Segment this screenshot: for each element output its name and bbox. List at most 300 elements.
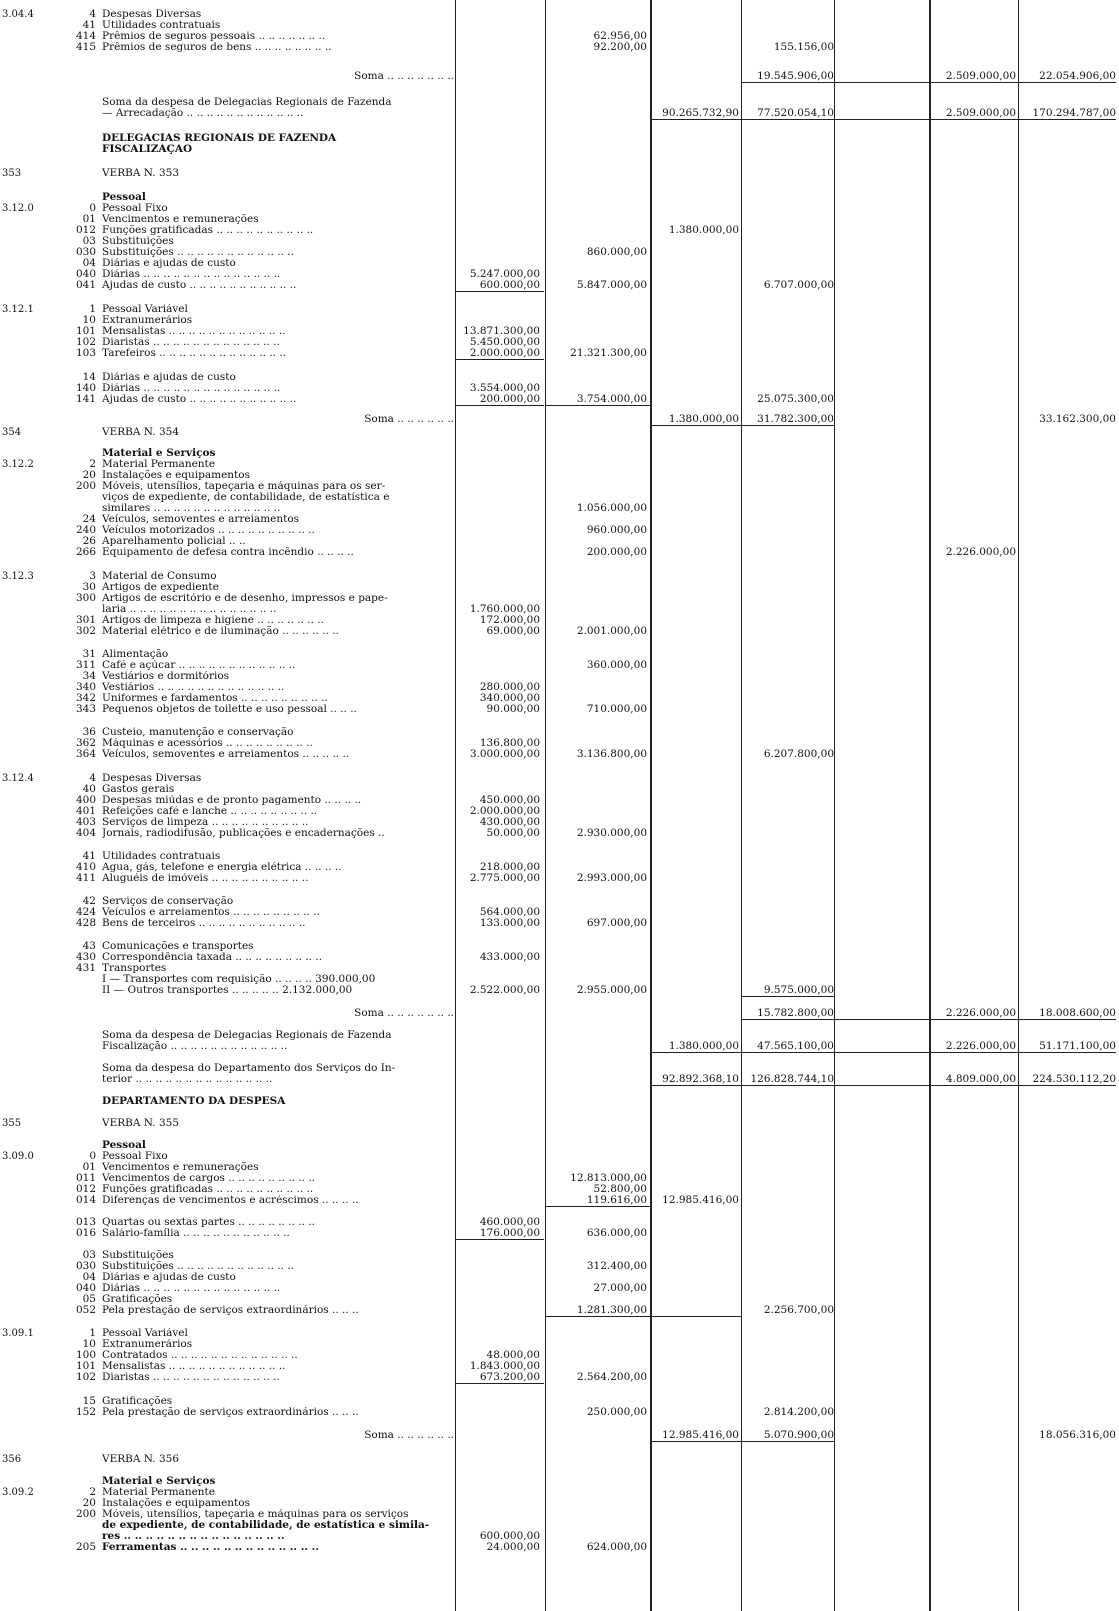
description-cell: Instalações e equipamentos [102, 470, 250, 481]
table-row [0, 727, 1119, 738]
amount-cell: 2.256.700,00 [763, 1304, 834, 1316]
code-cell: 102 [75, 1371, 96, 1383]
code-cell: 356 [2, 1454, 22, 1465]
description-cell: laria .. .. .. .. .. .. .. .. .. .. .. .. .. .. .. [102, 604, 277, 615]
table-row [0, 918, 1119, 929]
amount-cell: 600.000,00 [479, 1530, 540, 1542]
code-cell: 20 [82, 1497, 96, 1509]
table-row [0, 704, 1119, 715]
subtotal-rule [742, 1019, 1116, 1020]
code-cell: 012 [75, 1183, 96, 1195]
table-row [0, 144, 1119, 155]
amount-cell: 2.001.000,00 [576, 625, 647, 637]
table-row [0, 71, 1119, 82]
amount-cell: 2.564.200,00 [576, 1371, 647, 1383]
code-cell: 43 [82, 940, 96, 952]
description-cell: Ferramentas .. .. .. .. .. .. .. .. .. .. .. .. .. [102, 1542, 319, 1553]
table-row [0, 660, 1119, 671]
table-row [0, 671, 1119, 682]
subtotal-rule [651, 1085, 1116, 1086]
code-cell: 141 [75, 393, 96, 405]
description-cell: Diaristas .. .. .. .. .. .. .. .. .. .. .. .. .. [102, 1372, 280, 1383]
amount-cell: 1.380.000,00 [668, 1040, 739, 1052]
amount-cell: 18.008.600,00 [1039, 1007, 1116, 1019]
amount-cell: 21.321.300,00 [570, 347, 647, 359]
amount-cell: 2.522.000,00 [469, 984, 540, 996]
code-cell: 400 [75, 794, 96, 806]
description-cell: I — Transportes com requisição .. .. .. .. 390.000,00 [102, 974, 376, 985]
code-cell: 3.04.4 [2, 9, 34, 20]
amount-cell: 92.892.368,10 [662, 1073, 739, 1085]
description-cell: VERBA N. 355 [102, 1118, 180, 1129]
description-cell: Comunicações e transportes [102, 941, 254, 952]
amount-cell: 960.000,00 [586, 524, 647, 536]
description-cell: Ajudas de custo .. .. .. .. .. .. .. .. .. .. .. [102, 280, 297, 291]
amount-cell: 6.707.000,00 [763, 279, 834, 291]
description-cell: Vencimentos e remunerações [102, 214, 259, 225]
description-cell: Diárias .. .. .. .. .. .. .. .. .. .. .. .. .. .. [102, 269, 281, 280]
description-cell: Gratificações [102, 1396, 173, 1407]
code-cell: 428 [75, 917, 96, 929]
description-cell: Substituições [102, 236, 174, 247]
table-row [0, 1162, 1119, 1173]
amount-cell: 92.200,00 [593, 41, 647, 53]
description-cell: Material elétrico e de iluminação .. .. .. .. .. .. [102, 626, 339, 637]
description-cell: Pela prestação de serviços extraordinários .. .. .. [102, 1305, 359, 1316]
code-cell: 40 [82, 783, 96, 795]
table-row [0, 1454, 1119, 1465]
description-cell: Soma .. .. .. .. .. .. .. [354, 71, 454, 82]
description-cell: Vencimentos de cargos .. .. .. .. .. .. .. .. .. [102, 1173, 316, 1184]
table-row [0, 448, 1119, 459]
description-cell: Material de Consumo [102, 571, 217, 582]
subtotal-rule [456, 1239, 544, 1240]
code-cell: 415 [75, 41, 96, 53]
amount-cell: 2.226.000,00 [945, 1007, 1016, 1019]
code-cell: 011 [75, 1172, 96, 1184]
amount-cell: 2.930.000,00 [576, 827, 647, 839]
table-row [0, 795, 1119, 806]
amount-cell: 3.000.000,00 [469, 748, 540, 760]
code-cell: 404 [75, 827, 96, 839]
code-cell: 3.09.1 [2, 1328, 34, 1339]
table-row [0, 1184, 1119, 1195]
code-cell: 430 [75, 951, 96, 963]
amount-cell: 1.380.000,00 [668, 413, 739, 425]
description-cell: — Arrecadação .. .. .. .. .. .. .. .. .. .. .. .. [102, 108, 304, 119]
code-cell: 3.12.4 [2, 773, 34, 784]
description-cell: Artigos de limpeza e higiene .. .. .. .. .. .. .. [102, 615, 324, 626]
code-cell: 3.09.2 [2, 1487, 34, 1498]
table-row [0, 1531, 1119, 1542]
description-cell: Correspondência taxada .. .. .. .. .. .. .. .. .. [102, 952, 323, 963]
description-cell: Água, gás, telefone e energia elétrica .. .. .. .. [102, 862, 342, 873]
amount-cell: 170.294.787,00 [1032, 107, 1116, 119]
code-cell: 041 [75, 279, 96, 291]
description-cell: Diaristas .. .. .. .. .. .. .. .. .. .. .. .. .. [102, 337, 280, 348]
amount-cell: 433.000,00 [479, 951, 540, 963]
table-row [0, 192, 1119, 203]
description-cell: Veículos motorizados .. .. .. .. .. .. .. .. .. .. [102, 525, 315, 536]
description-cell: VERBA N. 354 [102, 427, 180, 438]
table-row [0, 108, 1119, 119]
table-row [0, 1217, 1119, 1228]
description-cell: Tarefeiros .. .. .. .. .. .. .. .. .. .. .. .. .. [102, 348, 287, 359]
description-cell: Refeições café e lanche .. .. .. .. .. .. .. .. .. [102, 806, 318, 817]
subtotal-rule [651, 1441, 834, 1442]
code-cell: 302 [75, 625, 96, 637]
table-row [0, 372, 1119, 383]
table-row [0, 615, 1119, 626]
table-row [0, 525, 1119, 536]
description-cell: DEPARTAMENTO DA DESPESA [102, 1096, 286, 1107]
code-cell: 103 [75, 347, 96, 359]
table-row [0, 682, 1119, 693]
table-row [0, 492, 1119, 503]
subtotal-rule [456, 359, 544, 360]
amount-cell: 280.000,00 [479, 681, 540, 693]
description-cell: Despesas Diversas [102, 9, 202, 20]
amount-cell: 673.200,00 [479, 1371, 540, 1383]
table-row [0, 427, 1119, 438]
table-row [0, 1542, 1119, 1553]
subtotal-rule [546, 1206, 650, 1207]
code-cell: 2 [89, 1486, 96, 1498]
table-row [0, 203, 1119, 214]
table-row [0, 414, 1119, 425]
table-row [0, 1118, 1119, 1129]
description-cell: Alimentação [102, 649, 169, 660]
amount-cell: 119.616,00 [586, 1194, 647, 1206]
amount-cell: 3.754.000,00 [576, 393, 647, 405]
table-row [0, 985, 1119, 996]
table-row [0, 1096, 1119, 1107]
description-cell: Ajudas de custo .. .. .. .. .. .. .. .. .. .. .. [102, 394, 297, 405]
description-cell: Café e açúcar .. .. .. .. .. .. .. .. .. .. .. .. [102, 660, 296, 671]
table-row [0, 1361, 1119, 1372]
amount-cell: 340.000,00 [479, 692, 540, 704]
description-cell: Utilidades contratuais [102, 20, 221, 31]
description-cell: Uniformes e fardamentos .. .. .. .. .. .. .. .. .. [102, 693, 328, 704]
amount-cell: 697.000,00 [586, 917, 647, 929]
amount-cell: 22.054.906,00 [1039, 70, 1116, 82]
amount-cell: 250.000,00 [586, 1406, 647, 1418]
amount-cell: 360.000,00 [586, 659, 647, 671]
description-cell: Soma .. .. .. .. .. .. .. [354, 1008, 454, 1019]
code-cell: 2 [89, 458, 96, 470]
amount-cell: 5.450.000,00 [469, 336, 540, 348]
amount-cell: 12.985.416,00 [662, 1194, 739, 1206]
amount-cell: 48.000,00 [486, 1349, 540, 1361]
code-cell: 01 [82, 1161, 96, 1173]
code-cell: 3.12.1 [2, 304, 34, 315]
description-cell: Veículos, semoventes e arreiamentos .. .. .. .. .. [102, 749, 350, 760]
table-row [0, 1074, 1119, 1085]
table-row [0, 225, 1119, 236]
amount-cell: 2.509.000,00 [945, 70, 1016, 82]
description-cell: Diferenças de vencimentos e acréscimos .. .. .. .. [102, 1195, 359, 1206]
description-cell: Vestiários e dormitórios [102, 671, 230, 682]
code-cell: 0 [89, 1150, 96, 1162]
code-cell: 15 [82, 1395, 96, 1407]
description-cell: Transportes [102, 963, 167, 974]
description-cell: Pequenos objetos de toilette e uso pessoal .. .. .. [102, 704, 357, 715]
code-cell: 266 [75, 546, 96, 558]
table-row [0, 582, 1119, 593]
table-row [0, 394, 1119, 405]
table-row [0, 649, 1119, 660]
amount-cell: 2.775.000,00 [469, 872, 540, 884]
description-cell: Soma .. .. .. .. .. .. [364, 414, 454, 425]
table-row [0, 9, 1119, 20]
description-cell: Custeio, manutenção e conservação [102, 727, 294, 738]
amount-cell: 172.000,00 [479, 614, 540, 626]
amount-cell: 312.400,00 [586, 1260, 647, 1272]
amount-cell: 224.530.112,20 [1032, 1073, 1116, 1085]
description-cell: Artigos de escritório e de desenho, impressos e pape- [102, 593, 388, 604]
description-cell: viços de expediente, de contabilidade, de estatística e [102, 492, 390, 503]
table-row [0, 1350, 1119, 1361]
amount-cell: 5.847.000,00 [576, 279, 647, 291]
description-cell: Mensalistas .. .. .. .. .. .. .. .. .. .. .. .. [102, 1361, 286, 1372]
description-cell: Mensalistas .. .. .. .. .. .. .. .. .. .. .. .. [102, 326, 286, 337]
description-cell: Extranumerários [102, 1339, 193, 1350]
amount-cell: 27.000,00 [593, 1282, 647, 1294]
code-cell: 200 [75, 1508, 96, 1520]
description-cell: Máquinas e acessórios .. .. .. .. .. .. .. .. .. [102, 738, 313, 749]
subtotal-rule [742, 82, 1116, 83]
code-cell: 26 [82, 535, 96, 547]
code-cell: 355 [2, 1118, 22, 1129]
description-cell: Artigos de expediente [102, 582, 219, 593]
subtotal-rule [456, 291, 544, 292]
table-row [0, 1151, 1119, 1162]
table-row [0, 1041, 1119, 1052]
table-row [0, 1520, 1119, 1531]
amount-cell: 5.247.000,00 [469, 268, 540, 280]
table-row [0, 941, 1119, 952]
code-cell: 0 [89, 202, 96, 214]
code-cell: 301 [75, 614, 96, 626]
amount-cell: 450.000,00 [479, 794, 540, 806]
code-cell: 05 [82, 1293, 96, 1305]
table-row [0, 1261, 1119, 1272]
code-cell: 342 [75, 692, 96, 704]
amount-cell: 2.226.000,00 [945, 1040, 1016, 1052]
description-cell: Móveis, utensílios, tapeçaria e máquinas para os ser- [102, 481, 386, 492]
table-row [0, 1430, 1119, 1441]
code-cell: 20 [82, 469, 96, 481]
table-row [0, 963, 1119, 974]
amount-cell: 1.056.000,00 [576, 502, 647, 514]
amount-cell: 1.380.000,00 [668, 224, 739, 236]
amount-cell: 18.056.316,00 [1039, 1429, 1116, 1441]
amount-cell: 155.156,00 [773, 41, 834, 53]
subtotal-rule [651, 425, 834, 426]
table-row [0, 1195, 1119, 1206]
amount-cell: 12.813.000,00 [570, 1172, 647, 1184]
description-cell: Diárias e ajudas de custo [102, 372, 236, 383]
description-cell: Diárias e ajudas de custo [102, 1272, 236, 1283]
table-row [0, 214, 1119, 225]
table-row [0, 1283, 1119, 1294]
description-cell: Diárias e ajudas de custo [102, 258, 236, 269]
table-row [0, 1396, 1119, 1407]
code-cell: 364 [75, 748, 96, 760]
description-cell: Equipamento de defesa contra incêndio .. .. .. .. [102, 547, 354, 558]
amount-cell: 15.782.800,00 [757, 1007, 834, 1019]
amount-cell: 50.000,00 [486, 827, 540, 839]
table-row [0, 784, 1119, 795]
code-cell: 013 [75, 1216, 96, 1228]
subtotal-rule [546, 405, 650, 406]
description-cell: FISCALIZAÇÃO [102, 144, 193, 155]
code-cell: 200 [75, 480, 96, 492]
code-cell: 311 [75, 659, 96, 671]
description-cell: terior .. .. .. .. .. .. .. .. .. .. .. .. .. .. [102, 1074, 273, 1085]
code-cell: 03 [82, 1249, 96, 1261]
table-row [0, 738, 1119, 749]
amount-cell: 1.760.000,00 [469, 603, 540, 615]
amount-cell: 710.000,00 [586, 703, 647, 715]
code-cell: 10 [82, 314, 96, 326]
subtotal-rule [651, 1052, 1116, 1053]
description-cell: Pessoal [102, 192, 146, 203]
amount-cell: 51.171.100,00 [1039, 1040, 1116, 1052]
table-row [0, 693, 1119, 704]
table-row [0, 481, 1119, 492]
amount-cell: 1.281.300,00 [576, 1304, 647, 1316]
code-cell: 102 [75, 336, 96, 348]
table-row [0, 1498, 1119, 1509]
code-cell: 410 [75, 861, 96, 873]
code-cell: 300 [75, 592, 96, 604]
table-row [0, 626, 1119, 637]
description-cell: Salário-família .. .. .. .. .. .. .. .. .. .. .. [102, 1228, 290, 1239]
description-cell: Soma da despesa do Departamento dos Serviços do In- [102, 1063, 396, 1074]
description-cell: Serviços de conservação [102, 896, 234, 907]
description-cell: Pessoal Variável [102, 304, 188, 315]
amount-cell: 31.782.300,00 [757, 413, 834, 425]
amount-cell: 13.871.300,00 [463, 325, 540, 337]
table-row [0, 817, 1119, 828]
amount-cell: 200.000,00 [479, 393, 540, 405]
code-cell: 4 [89, 772, 96, 784]
table-row [0, 907, 1119, 918]
table-row [0, 571, 1119, 582]
description-cell: Veículos e arreiamentos .. .. .. .. .. .. .. .. .. [102, 907, 320, 918]
amount-cell: 430.000,00 [479, 816, 540, 828]
table-row [0, 280, 1119, 291]
description-cell: Funções gratificadas .. .. .. .. .. .. .. .. .. .. [102, 1184, 314, 1195]
description-cell: VERBA N. 353 [102, 168, 180, 179]
description-cell: Despesas Diversas [102, 773, 202, 784]
code-cell: 1 [89, 303, 96, 315]
amount-cell: 25.075.300,00 [757, 393, 834, 405]
table-row [0, 952, 1119, 963]
table-row [0, 974, 1119, 985]
table-row [0, 851, 1119, 862]
code-cell: 012 [75, 224, 96, 236]
code-cell: 340 [75, 681, 96, 693]
table-row [0, 326, 1119, 337]
code-cell: 30 [82, 581, 96, 593]
description-cell: Pessoal [102, 1140, 146, 1151]
description-cell: Substituições .. .. .. .. .. .. .. .. .. .. .. .. [102, 1261, 294, 1272]
code-cell: 41 [82, 19, 96, 31]
table-row [0, 31, 1119, 42]
table-row [0, 1339, 1119, 1350]
code-cell: 040 [75, 268, 96, 280]
description-cell: Material e Serviços [102, 1476, 216, 1487]
description-cell: Material Permanente [102, 1487, 215, 1498]
code-cell: 3 [89, 570, 96, 582]
amount-cell: 5.070.900,00 [763, 1429, 834, 1441]
amount-cell: 460.000,00 [479, 1216, 540, 1228]
description-cell: VERBA N. 356 [102, 1454, 180, 1465]
table-row [0, 1228, 1119, 1239]
code-cell: 401 [75, 805, 96, 817]
amount-cell: 6.207.800,00 [763, 748, 834, 760]
amount-cell: 133.000,00 [479, 917, 540, 929]
code-cell: 016 [75, 1227, 96, 1239]
description-cell: Substituições .. .. .. .. .. .. .. .. .. .. .. .. [102, 247, 294, 258]
amount-cell: 624.000,00 [586, 1541, 647, 1553]
code-cell: 205 [75, 1541, 96, 1553]
table-row [0, 247, 1119, 258]
table-row [0, 896, 1119, 907]
amount-cell: 3.554.000,00 [469, 382, 540, 394]
code-cell: 36 [82, 726, 96, 738]
description-cell: Diárias .. .. .. .. .. .. .. .. .. .. .. .. .. .. [102, 383, 281, 394]
description-cell: Prêmios de seguros de bens .. .. .. .. .. .. .. .. [102, 42, 332, 53]
description-cell: Serviços de limpeza .. .. .. .. .. .. .. .. .. .. [102, 817, 309, 828]
code-cell: 01 [82, 213, 96, 225]
description-cell: Extranumerários [102, 315, 193, 326]
code-cell: 040 [75, 1282, 96, 1294]
amount-cell: 2.955.000,00 [576, 984, 647, 996]
table-row [0, 862, 1119, 873]
description-cell: Substituições [102, 1250, 174, 1261]
code-cell: 3.12.0 [2, 203, 34, 214]
description-cell: Pessoal Variável [102, 1328, 188, 1339]
code-cell: 24 [82, 513, 96, 525]
code-cell: 343 [75, 703, 96, 715]
code-cell: 152 [75, 1406, 96, 1418]
amount-cell: 2.993.000,00 [576, 872, 647, 884]
code-cell: 41 [82, 850, 96, 862]
amount-cell: 2.000.000,00 [469, 805, 540, 817]
description-cell: Quartas ou sextas partes .. .. .. .. .. .. .. .. [102, 1217, 315, 1228]
table-row [0, 749, 1119, 760]
code-cell: 403 [75, 816, 96, 828]
code-cell: 101 [75, 325, 96, 337]
table-row [0, 604, 1119, 615]
table-row [0, 547, 1119, 558]
table-row [0, 315, 1119, 326]
description-cell: Jornais, radiodifusão, publicações e encadernações .. [102, 828, 385, 839]
description-cell: Funções gratificadas .. .. .. .. .. .. .. .. .. .. [102, 225, 314, 236]
amount-cell: 126.828.744,10 [750, 1073, 834, 1085]
amount-cell: 3.136.800,00 [576, 748, 647, 760]
description-cell: Aluguéis de imóveis .. .. .. .. .. .. .. .. .. .. [102, 873, 309, 884]
description-cell: Diárias .. .. .. .. .. .. .. .. .. .. .. .. .. .. [102, 1283, 281, 1294]
subtotal-rule [742, 996, 834, 997]
table-row [0, 20, 1119, 31]
description-cell: res .. .. .. .. .. .. .. .. .. .. .. .. .. .. .. [102, 1531, 285, 1542]
code-cell: 04 [82, 1271, 96, 1283]
code-cell: 34 [82, 670, 96, 682]
